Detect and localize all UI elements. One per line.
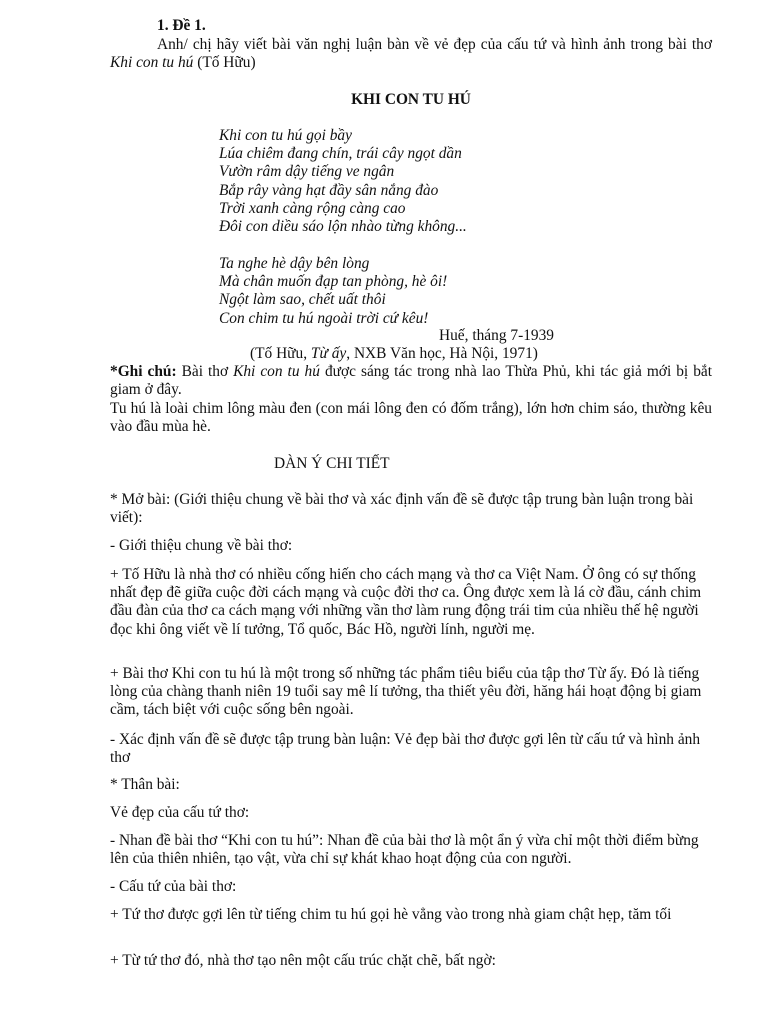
outline-item: - Xác định vấn đề sẽ được tập trung bàn luận: Vẻ đẹp bài thơ được gợi lên từ cấu tứ và hình ảnh thơ: [110, 731, 701, 767]
outline-item: + Từ tứ thơ đó, nhà thơ tạo nên một cấu trúc chặt chẽ, bất ngờ:: [110, 952, 496, 969]
poem-line: Ngột làm sao, chết uất thôi: [219, 291, 386, 309]
poem-source: [250, 345, 538, 363]
exercise-number-text: 1. Đề 1.: [157, 17, 206, 34]
note-poem-title: Khi con tu hú: [233, 363, 320, 380]
outline-item: - Giới thiệu chung về bài thơ:: [110, 537, 293, 554]
poem-line: Vườn râm dậy tiếng ve ngân: [219, 163, 395, 181]
poem-line: Khi con tu hú gọi bầy: [219, 127, 352, 144]
outline-item: + Bài thơ Khi con tu hú là một trong số những tác phẩm tiêu biểu của tập thơ Từ ấy. Đó là tiếng lòng của chàng thanh niên 19 tuổi say mê lí tưởng, tha thiết yêu đời, hăng hái hoạt động bị giam cầm, tách biệt với cuộc sống bên ngoài.: [110, 665, 702, 719]
exercise-prompt: [110, 36, 712, 72]
poem-line: Bắp rây vàng hạt đầy sân nắng đào: [219, 181, 439, 199]
outline-item: - Cấu tứ của bài thơ:: [110, 878, 237, 895]
note-text-end: được sáng tác trong nhà lao Thừa Phủ, khi tác giả mới bị bắt giam ở đây.: [110, 363, 713, 399]
note-bird-description: Tu hú là loài chim lông màu đen (con mái lông đen có đốm trắng), lớn hơn chim sáo, thường kêu vào đầu mùa hè.: [110, 400, 712, 436]
poem-line: Trời xanh càng rộng càng cao: [219, 199, 406, 217]
source-author: (Tố Hữu,: [250, 345, 311, 362]
poem-line: Ta nghe hè dậy bên lòng: [219, 255, 370, 272]
outline-heading: DÀN Ý CHI TIẾT: [274, 455, 390, 472]
exercise-number: [110, 17, 712, 35]
poem-line: Mà chân muốn đạp tan phòng, hè ôi!: [219, 273, 448, 291]
outline-item: + Tứ thơ được gợi lên từ tiếng chim tu hú gọi hè vẳng vào trong nhà giam chật hẹp, tăm tối: [110, 906, 672, 923]
poem-line: Con chim tu hú ngoài trời cứ kêu!: [219, 309, 429, 327]
poem-stanza-2: [219, 255, 699, 328]
source-book: Từ ấy: [310, 345, 347, 362]
prompt-poem-title: Khi con tu hú: [110, 54, 194, 72]
outline-item: + Tố Hữu là nhà thơ có nhiều cống hiến cho cách mạng và thơ ca Việt Nam. Ở ông có sự thống nhất đẹp đẽ giữa cuộc đời cách mạng và cuộc đời thơ ca. Ông được xem là lá cờ đầu, cánh chim đầu đàn của thơ ca cách mạng với những vần thơ làm rung động trái tim của nhiều thế hệ người đọc khi ông viết về lí tưởng, Tổ quốc, Bác Hồ, người lính, người mẹ.: [110, 566, 702, 638]
source-publisher: , NXB Văn học, Hà Nội, 1971): [346, 345, 538, 362]
outline-item: Vẻ đẹp của cấu tứ thơ:: [110, 804, 250, 821]
poem-title-text: KHI CON TU HÚ: [351, 91, 471, 108]
poem-place-date: Huế, tháng 7-1939: [439, 327, 554, 344]
prompt-author: (Tố Hữu): [193, 54, 256, 72]
outline-item: - Nhan đề bài thơ “Khi con tu hú”: Nhan đề của bài thơ là một ẩn ý vừa chỉ một thời điểm bừng lên của thiên nhiên, tạo vật, vừa chỉ sự khát khao hoạt động của con người.: [110, 832, 699, 868]
poem-line: Lúa chiêm đang chín, trái cây ngọt dần: [219, 145, 462, 163]
poem-stanza-1: [219, 127, 699, 236]
note-label: *Ghi chú:: [110, 363, 177, 380]
prompt-text: Anh/ chị hãy viết bài văn nghị luận bàn về vẻ đẹp của cấu tứ và hình ảnh trong bài thơ: [157, 36, 712, 53]
poem-title: [110, 91, 712, 109]
outline-section-body: * Thân bài:: [110, 776, 180, 793]
note-text: Bài thơ: [176, 363, 234, 380]
poem-line: Đôi con diều sáo lộn nhào từng không...: [219, 218, 467, 236]
note-paragraph: [110, 363, 712, 399]
outline-intro: * Mở bài: (Giới thiệu chung về bài thơ và xác định vấn đề sẽ được tập trung bàn luận trong bài viết):: [110, 491, 694, 527]
